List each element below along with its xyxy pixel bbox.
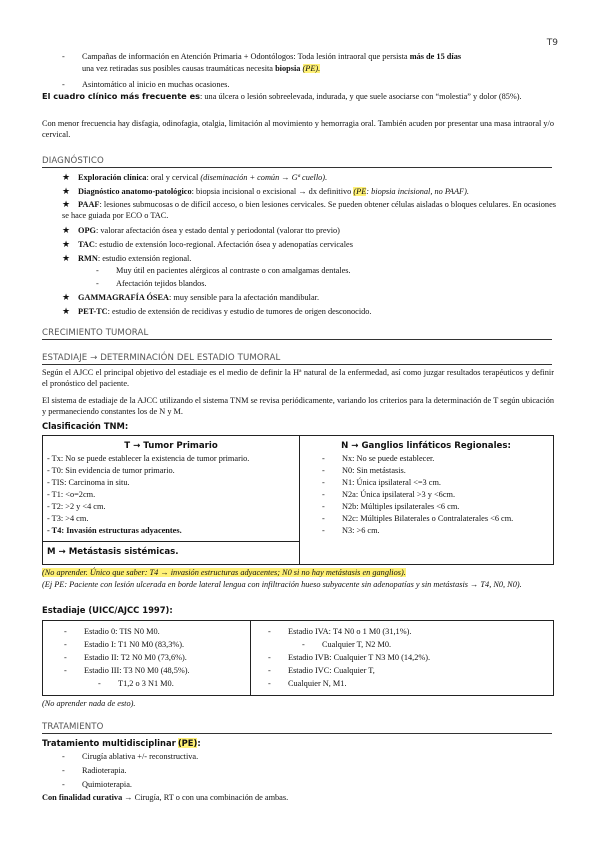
n-header: N → Ganglios linfáticos Regionales:	[341, 441, 511, 451]
intro-bullet-2: - Asintomático al inicio en muchas ocasiones.	[62, 80, 230, 89]
staging-table-divider	[250, 620, 251, 695]
n-item-n0: - N0: Sin metástasis.	[322, 466, 406, 475]
tratamiento-item-cirugia: - Cirugía ablativa +/- reconstructiva.	[62, 752, 199, 761]
stage-ivb: - Estadio IVB: Cualquier T N3 M0 (14,2%).	[268, 653, 431, 662]
diag-rmn-sub-2: - Afectación tejidos blandos.	[96, 279, 207, 288]
diag-item-exploracion: ★ Exploración clínica: oral y cervical (diseminación + común → Gª cuello).	[62, 172, 328, 182]
stage-ii: - Estadio II: T2 N0 M0 (73,6%).	[64, 653, 187, 662]
n-item-n3: - N3: >6 cm.	[322, 526, 380, 535]
section-heading-diagnostico: DIAGNÓSTICO	[42, 156, 552, 168]
intro-paragraph-2: Con menor frecuencia hay disfagia, odinofagia, otalgia, limitación al movimiento y hemorragia oral. También acuden por presentar una masa intraoral y/o cervical.	[42, 119, 554, 139]
tnm-table-divider	[299, 435, 300, 564]
section-heading-tratamiento: TRATAMIENTO	[42, 722, 552, 734]
diag-item-gammagrafia: ★ GAMMAGRAFÍA ÓSEA: muy sensible para la afectación mandibular.	[62, 292, 320, 302]
tnm-table-row-divider	[42, 541, 300, 542]
tnm-example: (Ej PE: Paciente con lesión ulcerada en borde lateral lengua con infiltración hueso subyacente sin adenopatías y sin metástasis → T4, N0, N0).	[42, 580, 522, 589]
t-header: T → Tumor Primario	[124, 441, 218, 451]
stage-iva-sub: - Cualquier T, N2 M0.	[302, 640, 392, 649]
t-item-tis: - TIS: Carcinoma in situ.	[47, 478, 130, 487]
stage-iii-sub: - T1,2 o 3 N1 M0.	[98, 679, 174, 688]
t-item-t0: - T0: Sin evidencia de tumor primario.	[47, 466, 175, 475]
diag-rmn-sub-1: - Muy útil en pacientes alérgicos al contraste o con amalgamas dentales.	[96, 266, 351, 275]
intro-bullet-1: - Campañas de información en Atención Primaria + Odontólogos: Toda lesión intraoral que persista más de 15 días	[62, 52, 462, 61]
estadiaje-paragraph-2: El sistema de estadiaje de la AJCC utilizando el sistema TNM se revisa periódicamente, variando los criterios para la determinación de T según ubicación y permaneciendo constantes los de N y M.	[42, 396, 554, 416]
n-item-n1: - N1: Única ipsilateral <=3 cm.	[322, 478, 441, 487]
page-number: T9	[546, 38, 558, 48]
diag-item-opg: ★ OPG: valorar afectación ósea y estado dental y periodontal (valorar tto previo)	[62, 225, 340, 235]
stage-ivc: - Estadio IVC: Cualquier T,	[268, 666, 375, 675]
intro-paragraph-1: El cuadro clínico más frecuente es: una úlcera o lesión sobreelevada, indurada, y que suele asociarse con “molestia” y dolor (85%).	[42, 91, 522, 101]
n-item-n2b: - N2b: Múltiples ipsilaterales <6 cm.	[322, 502, 460, 511]
stage-ivc-cont: - Cualquier N, M1.	[268, 679, 347, 688]
section-heading-crecimiento: CRECIMIENTO TUMORAL	[42, 328, 552, 340]
stage-0: - Estadio 0: TIS N0 M0.	[64, 627, 160, 636]
tratamiento-item-quimioterapia: - Quimioterapia.	[62, 780, 132, 789]
section-heading-estadiaje: ESTADIAJE → DETERMINACIÓN DEL ESTADIO TUMORAL	[42, 353, 552, 365]
stage-iii: - Estadio III: T3 N0 M0 (48,5%).	[64, 666, 190, 675]
tratamiento-item-radioterapia: - Radioterapia.	[62, 766, 127, 775]
n-item-n2a: - N2a: Única ipsilateral >3 y <6cm.	[322, 490, 456, 499]
tnm-note: (No aprender. Único que saber: T4 → invasión estructuras adyacentes; N0 si no hay metástasis en ganglios).	[42, 568, 406, 577]
t-item-t4: - T4: Invasión estructuras adyacentes.	[47, 526, 182, 535]
uicc-title: Estadiaje (UICC/AJCC 1997):	[42, 605, 173, 615]
diag-item-pettc: ★ PET-TC: estudio de extensión de recidivas y estudio de tumores de origen desconocido.	[62, 306, 372, 316]
stage-iva: - Estadio IVA: T4 N0 o 1 M0 (31,1%).	[268, 627, 412, 636]
t-item-t2: - T2: >2 y <4 cm.	[47, 502, 106, 511]
tratamiento-multidisciplinar: Tratamiento multidisciplinar (PE):	[42, 738, 201, 748]
diag-item-paaf: ★ PAAF: lesiones submucosas o de difícil acceso, o bien lesiones cervicales. Se pueden obtener células aisladas o bloques celulares. En ocasiones se hace guiada por ECO o TAC.	[62, 199, 556, 220]
n-item-n2c: - N2c: Múltiples Bilaterales o Contralaterales <6 cm.	[322, 514, 514, 523]
staging-note: (No aprender nada de esto).	[42, 699, 136, 708]
tnm-title: Clasificación TNM:	[42, 421, 129, 431]
tratamiento-curativa: Con finalidad curativa → Cirugía, RT o con una combinación de ambas.	[42, 793, 289, 802]
t-item-tx: - Tx: No se puede establecer la existencia de tumor primario.	[47, 454, 250, 463]
t-item-t3: - T3: >4 cm.	[47, 514, 89, 523]
m-header: M → Metástasis sistémicas.	[47, 547, 179, 557]
stage-i: - Estadio I: T1 N0 M0 (83,3%).	[64, 640, 185, 649]
diag-item-tac: ★ TAC: estudio de extensión loco-regional. Afectación ósea y adenopatías cervicales	[62, 239, 353, 249]
diag-item-rmn: ★ RMN: estudio extensión regional.	[62, 253, 192, 263]
n-item-nx: - Nx: No se puede establecer.	[322, 454, 435, 463]
diag-item-anatomopatologico: ★ Diagnóstico anatomo-patológico: biopsia incisional o excisional → dx definitivo (PE: biopsia incisional, no PAAF).	[62, 186, 469, 196]
t-item-t1: - T1: <o=2cm.	[47, 490, 96, 499]
estadiaje-paragraph-1: Según el AJCC el principal objetivo del estadiaje es el medio de definir la Hª natural de la enfermedad, así como juzgar resultados terapéuticos y definir el pronóstico del paciente.	[42, 368, 554, 388]
intro-bullet-1-cont: una vez retiradas sus posibles causas traumáticas necesita biopsia (PE).	[82, 64, 321, 73]
